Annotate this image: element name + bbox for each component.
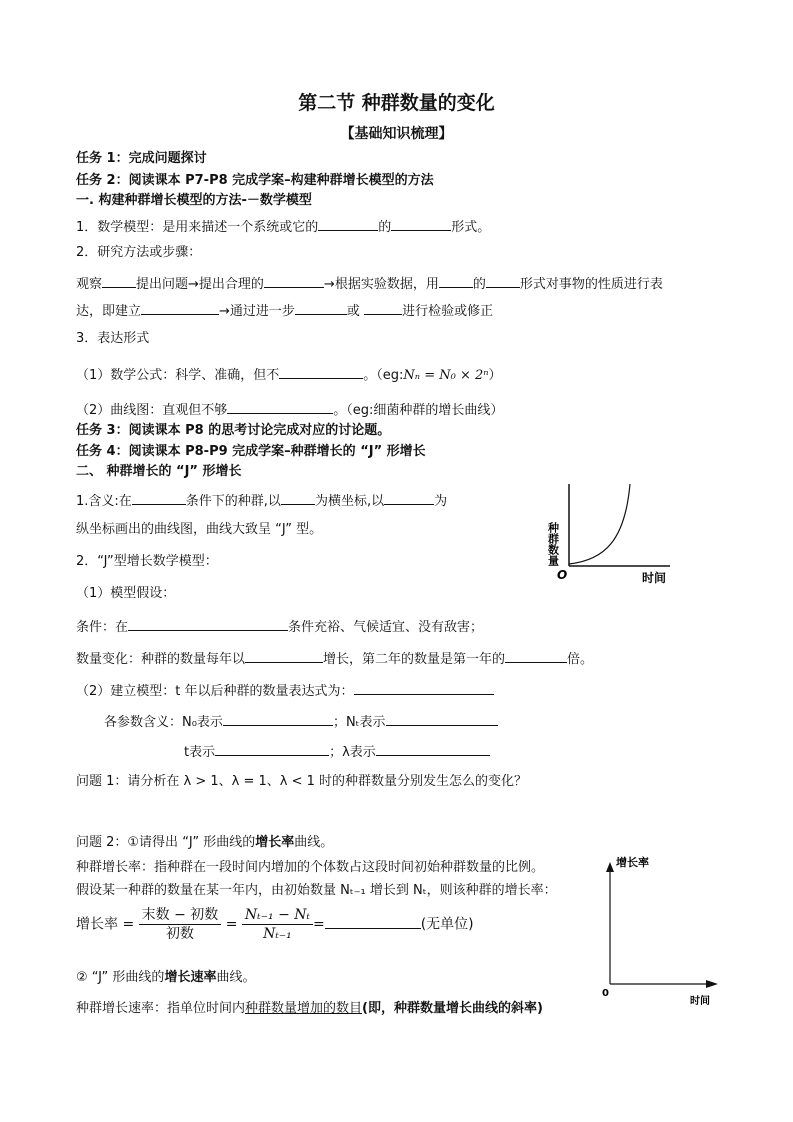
- blank[interactable]: [132, 490, 186, 505]
- blank[interactable]: [376, 741, 490, 756]
- x-axis-label: 时间: [690, 996, 710, 1007]
- steps-line-1: 观察 提出问题→提出合理的 →根据实验数据，用 的 形式对事物的性质进行表: [76, 273, 663, 294]
- blank[interactable]: [486, 273, 520, 288]
- task-3: 任务 3：阅读课本 P8 的思考讨论完成对应的讨论题。: [76, 423, 391, 438]
- blank[interactable]: [439, 273, 473, 288]
- blank[interactable]: [318, 216, 378, 231]
- blank[interactable]: [223, 711, 333, 726]
- blank[interactable]: [384, 490, 434, 505]
- blank[interactable]: [391, 216, 451, 231]
- param-line-1: 各参数含义：N₀表示 ；Nₜ表示: [104, 711, 498, 732]
- section-subtitle: 【基础知识梳理】: [340, 126, 453, 142]
- growth-speed-definition: 种群增长速率：指单位时间内种群数量增加的数目(即，种群数量增长曲线的斜率): [76, 1001, 543, 1016]
- quantity-change-line: 数量变化：种群的数量每年以 增长，第二年的数量是第一年的 倍。: [76, 648, 593, 669]
- blank[interactable]: [295, 300, 347, 315]
- blank[interactable]: [245, 648, 323, 663]
- blank[interactable]: [215, 741, 329, 756]
- origin-label: O: [557, 568, 568, 582]
- assumption-heading: （1）模型假设：: [76, 586, 176, 601]
- x-axis-label: 时间: [642, 571, 667, 585]
- question-2b: ② “J” 形曲线的增长速率曲线。: [76, 970, 256, 985]
- condition-line: 条件：在 条件充裕、气候适宜、没有敌害；: [76, 616, 483, 637]
- blank[interactable]: [281, 490, 315, 505]
- x-axis-arrow-icon: [706, 980, 718, 988]
- page-title: 第二节 种群数量的变化: [298, 92, 495, 114]
- model-heading: 2．“J”型增长数学模型：: [76, 554, 218, 569]
- blank[interactable]: [386, 711, 498, 726]
- j-curve-chart: [545, 480, 675, 590]
- blank[interactable]: [128, 616, 288, 631]
- steps-line-2: 达，即建立 →通过进一步 或 进行检验或修正: [76, 300, 493, 321]
- section-1-heading: 一. 构建种群增长模型的方法-－数学模型: [76, 193, 312, 208]
- j-curve: [569, 484, 630, 564]
- item-3: 3．表达形式: [76, 331, 150, 346]
- definition-line-2: 纵坐标画出的曲线图，曲线大致呈 “J” 型。: [76, 522, 323, 537]
- section-2-heading: 二、 种群增长的 “J” 形增长: [76, 464, 242, 479]
- y-axis-label: 种群数量: [546, 522, 560, 566]
- question-2: 问题 2：①请得出 “J” 形曲线的增长率曲线。: [76, 835, 334, 850]
- growth-rate-formula: 增长率 = $\frac{\text{末数 − 初数}}{\text{初数}}$ = $\frac{\text{Nₜ₋₁ − Nₜ}}{\text{Nₜ₋₁}}$ = (无单位): [76, 907, 474, 942]
- formula-example: Nₙ = N₀ × 2ⁿ: [403, 368, 489, 383]
- growth-assumption: 假设某一种群的数量在某一年内，由初始数量 Nₜ₋₁ 增长到 Nₜ，则该种群的增长率：: [76, 883, 557, 898]
- task-1: 任务 1：完成问题探讨: [76, 151, 207, 166]
- task-2: 任务 2：阅读课本 P7-P8 完成学案–构建种群增长模型的方法: [76, 173, 434, 188]
- blank[interactable]: [279, 364, 363, 379]
- definition-line-1: 1.含义:在 条件下的种群,以 为横坐标,以 为: [76, 490, 447, 511]
- blank[interactable]: [325, 914, 421, 929]
- origin-label: 0: [602, 988, 609, 999]
- blank[interactable]: [227, 399, 333, 414]
- y-axis-label: 增长率: [616, 856, 649, 869]
- blank[interactable]: [364, 300, 402, 315]
- param-line-2: t表示 ；λ表示: [184, 741, 490, 762]
- growth-rate-chart: [596, 852, 726, 1012]
- task-4: 任务 4：阅读课本 P8-P9 完成学案–种群增长的 “J” 形增长: [76, 444, 426, 459]
- growth-rate-definition: 种群增长率：指种群在一段时间内增加的个体数占这段时间初始种群数量的比例。: [76, 860, 545, 875]
- item-1: 1．数学模型：是用来描述一个系统或它的 的 形式。: [76, 216, 490, 237]
- blank[interactable]: [102, 273, 136, 288]
- item-2: 2．研究方法或步骤：: [76, 245, 202, 260]
- y-axis-arrow-icon: [606, 862, 614, 872]
- build-model-line: （2）建立模型：t 年以后种群的数量表达式为：: [76, 680, 494, 701]
- question-1: 问题 1：请分析在 λ > 1、λ = 1、λ < 1 时的种群数量分别发生怎么的变化？: [76, 774, 528, 789]
- blank[interactable]: [141, 300, 219, 315]
- blank[interactable]: [264, 273, 324, 288]
- form-2: （2）曲线图：直观但不够 。（eg:细菌种群的增长曲线）: [76, 399, 503, 420]
- form-1: （1）数学公式：科学、准确，但不 。（eg:Nₙ = N₀ × 2ⁿ）: [76, 364, 502, 385]
- blank[interactable]: [354, 680, 494, 695]
- blank[interactable]: [505, 648, 567, 663]
